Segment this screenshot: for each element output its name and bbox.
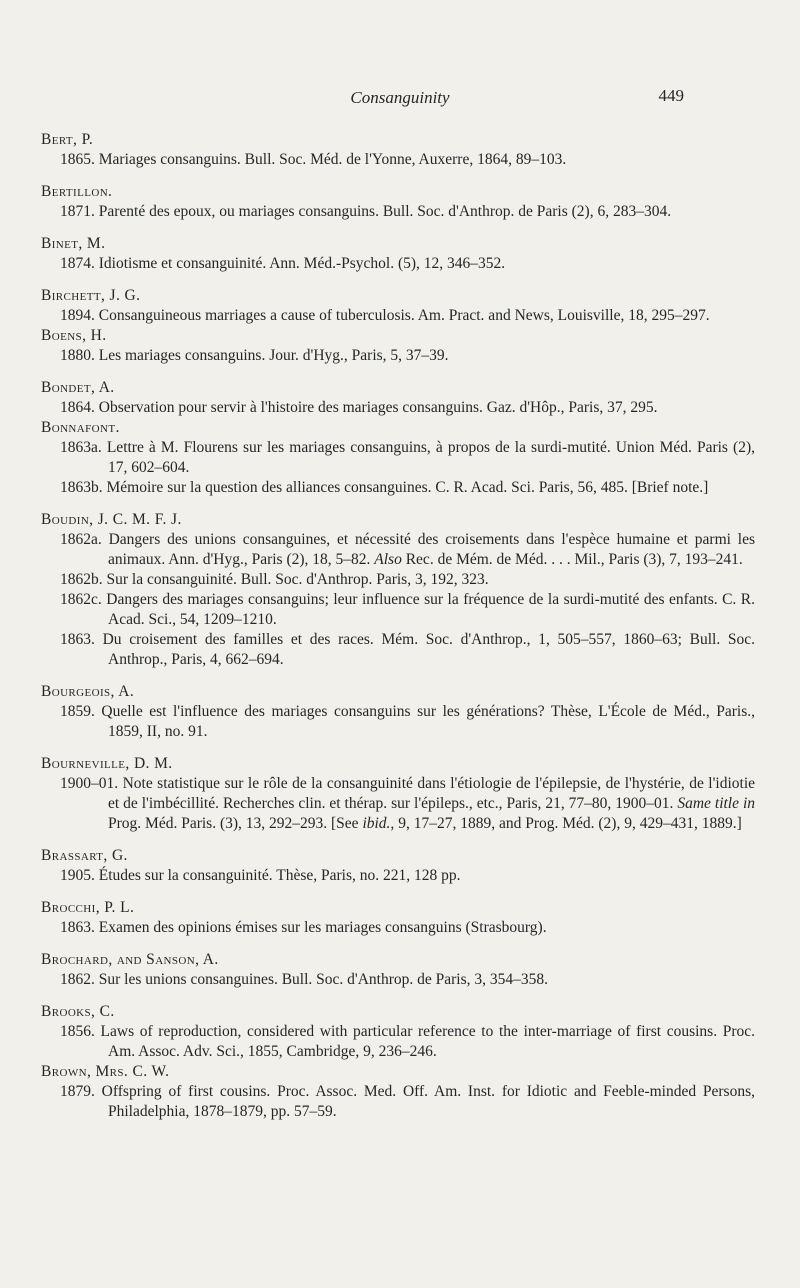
entry-author: Bert, P. (41, 131, 94, 148)
entry-author: Bonnafont. (41, 419, 120, 436)
bibliography-entry (41, 1062, 755, 1122)
ref-year: 1862b. (60, 571, 103, 588)
ref-text: Idiotisme et consanguinité. Ann. Méd.-Psychol. (5), 12, 346–352. (98, 255, 506, 272)
bibliography-entry (41, 510, 755, 670)
ref-year: 1863. (60, 919, 95, 936)
ref-text: Consanguineous marriages a cause of tuberculosis. Am. Pract. and News, Louisville, 18, 295–297. (98, 307, 710, 324)
ref-year: 1900–01. (60, 775, 119, 792)
entry-author: Brochard, and Sanson, A. (41, 951, 219, 968)
entry-author: Brooks, C. (41, 1003, 115, 1020)
ref-year: 1905. (60, 867, 95, 884)
running-head (0, 86, 800, 112)
entry-reference (41, 478, 755, 498)
ref-year: 1862. (60, 971, 95, 988)
ref-text: Quelle est l'influence des mariages consanguins sur les générations? Thèse, L'École de Méd., Paris., 1859, II, no. 91. (101, 703, 755, 740)
ref-year: 1894. (60, 307, 95, 324)
bibliography-entry (41, 898, 755, 938)
entry-author: Binet, M. (41, 235, 106, 252)
ref-text: Note statistique sur le rôle de la consanguinité dans l'étiologie de l'épilepsie, de l'hystérie, de l'idiotie et de l'imbécillité. Recherches clin. et thérap. sur l'épileps., etc., Paris, 21, 77–80, 1900–01. (108, 775, 756, 812)
entry-reference (41, 1022, 755, 1062)
entry-reference (41, 254, 755, 274)
ref-text: Les mariages consanguins. Jour. d'Hyg., Paris, 5, 37–39. (98, 347, 449, 364)
entry-author: Birchett, J. G. (41, 287, 141, 304)
ref-text: Dangers des unions consanguines, et nécessité des croisements dans l'espèce humaine et parmi les animaux. Ann. d'Hyg., Paris (2), 18, 5–82. (108, 531, 756, 568)
ref-text-same: Prog. Méd. Paris. (3), 13, 292–293. [See (108, 815, 359, 832)
ref-year: 1863. (60, 631, 95, 648)
ref-text: Parenté des epoux, ou mariages consanguins. Bull. Soc. d'Anthrop. de Paris (2), 6, 283–304. (98, 203, 672, 220)
entry-reference (41, 346, 755, 366)
ref-text: Sur la consanguinité. Bull. Soc. d'Anthrop. Paris, 3, 192, 323. (106, 571, 489, 588)
ibid-label: ibid., (362, 815, 395, 832)
ref-text-also: Rec. de Mém. de Méd. . . . Mil., Paris (3), 7, 193–241. (405, 551, 743, 568)
ref-text: Examen des opinions émises sur les mariages consanguins (Strasbourg). (98, 919, 547, 936)
ref-text-tail: 9, 17–27, 1889, and Prog. Méd. (2), 9, 429–431, 1889.] (398, 815, 742, 832)
page-number: 449 (658, 86, 684, 105)
ref-year: 1862a. (60, 531, 102, 548)
entry-reference (41, 702, 755, 742)
ref-year: 1879. (60, 1083, 95, 1100)
bibliography-entry (41, 326, 755, 366)
entry-reference (41, 918, 755, 938)
ref-year: 1864. (60, 399, 95, 416)
bibliography-entry (41, 1002, 755, 1062)
entry-reference (41, 398, 755, 418)
entry-reference (41, 306, 755, 326)
ref-text: Lettre à M. Flourens sur les mariages consanguins, à propos de la surdi-mutité. Union Méd. Paris (2), 17, 602–604. (106, 439, 755, 476)
entry-reference (41, 570, 755, 590)
entry-author: Bourneville, D. M. (41, 755, 173, 772)
ref-text: Études sur la consanguinité. Thèse, Paris, no. 221, 128 pp. (98, 867, 461, 884)
ref-text: Mariages consanguins. Bull. Soc. Méd. de l'Yonne, Auxerre, 1864, 89–103. (98, 151, 567, 168)
ref-year: 1862c. (60, 591, 102, 608)
ref-text: Offspring of first cousins. Proc. Assoc. Med. Off. Am. Inst. for Idiotic and Feeble-minded Persons, Philadelphia, 1878–1879, pp. 57–59. (101, 1083, 755, 1120)
entry-reference (41, 438, 755, 478)
ref-year: 1859. (60, 703, 95, 720)
entry-author: Brown, Mrs. C. W. (41, 1063, 170, 1080)
entry-author: Boens, H. (41, 327, 107, 344)
ref-text: Observation pour servir à l'histoire des mariages consanguins. Gaz. d'Hôp., Paris, 37, 295. (98, 399, 658, 416)
bibliography-entry (41, 846, 755, 886)
ref-text: Laws of reproduction, considered with particular reference to the inter-marriage of first cousins. Proc. Am. Assoc. Adv. Sci., 1855, Cambridge, 9, 236–246. (100, 1023, 756, 1060)
entry-reference (41, 590, 755, 630)
ref-text: Sur les unions consanguines. Bull. Soc. d'Anthrop. de Paris, 3, 354–358. (98, 971, 549, 988)
ref-year: 1856. (60, 1023, 95, 1040)
ref-text: Du croisement des familles et des races. Mém. Soc. d'Anthrop., 1, 505–557, 1860–63; Bull. Soc. Anthrop., Paris, 4, 662–694. (102, 631, 756, 668)
entry-author: Bondet, A. (41, 379, 115, 396)
bibliography-entry (41, 754, 755, 834)
entry-reference (41, 774, 755, 834)
ref-text: Mémoire sur la question des alliances consanguines. C. R. Acad. Sci. Paris, 56, 485. [Brief note.] (106, 479, 709, 496)
entry-author: Bertillon. (41, 183, 113, 200)
bibliography-entry (41, 418, 755, 498)
running-title: Consanguinity (350, 88, 450, 107)
bibliography-entry (41, 378, 755, 418)
entry-author: Brassart, G. (41, 847, 128, 864)
bibliography-entry (41, 950, 755, 990)
entry-reference (41, 866, 755, 886)
ref-year: 1880. (60, 347, 95, 364)
bibliography-entry (41, 682, 755, 742)
entry-author: Bourgeois, A. (41, 683, 135, 700)
entry-reference (41, 1082, 755, 1122)
ref-year: 1863a. (60, 439, 102, 456)
ref-year: 1874. (60, 255, 95, 272)
entry-reference (41, 970, 755, 990)
ref-year: 1865. (60, 151, 95, 168)
bibliography-entry (41, 234, 755, 274)
bibliography-list (41, 130, 755, 1134)
entry-reference (41, 202, 755, 222)
bibliography-entry (41, 286, 755, 326)
entry-reference (41, 630, 755, 670)
entry-reference (41, 530, 755, 570)
same-title-label: Same title (677, 795, 739, 812)
ref-text: Dangers des mariages consanguins; leur influence sur la fréquence de la surdi-mutité des enfants. C. R. Acad. Sci., 54, 1209–1210. (106, 591, 755, 628)
same-in-label: in (742, 795, 756, 812)
entry-reference (41, 150, 755, 170)
entry-author: Boudin, J. C. M. F. J. (41, 511, 182, 528)
bibliography-entry (41, 130, 755, 170)
bibliography-entry (41, 182, 755, 222)
entry-author: Brocchi, P. L. (41, 899, 135, 916)
also-label: Also (374, 551, 402, 568)
ref-year: 1863b. (60, 479, 103, 496)
ref-year: 1871. (60, 203, 95, 220)
